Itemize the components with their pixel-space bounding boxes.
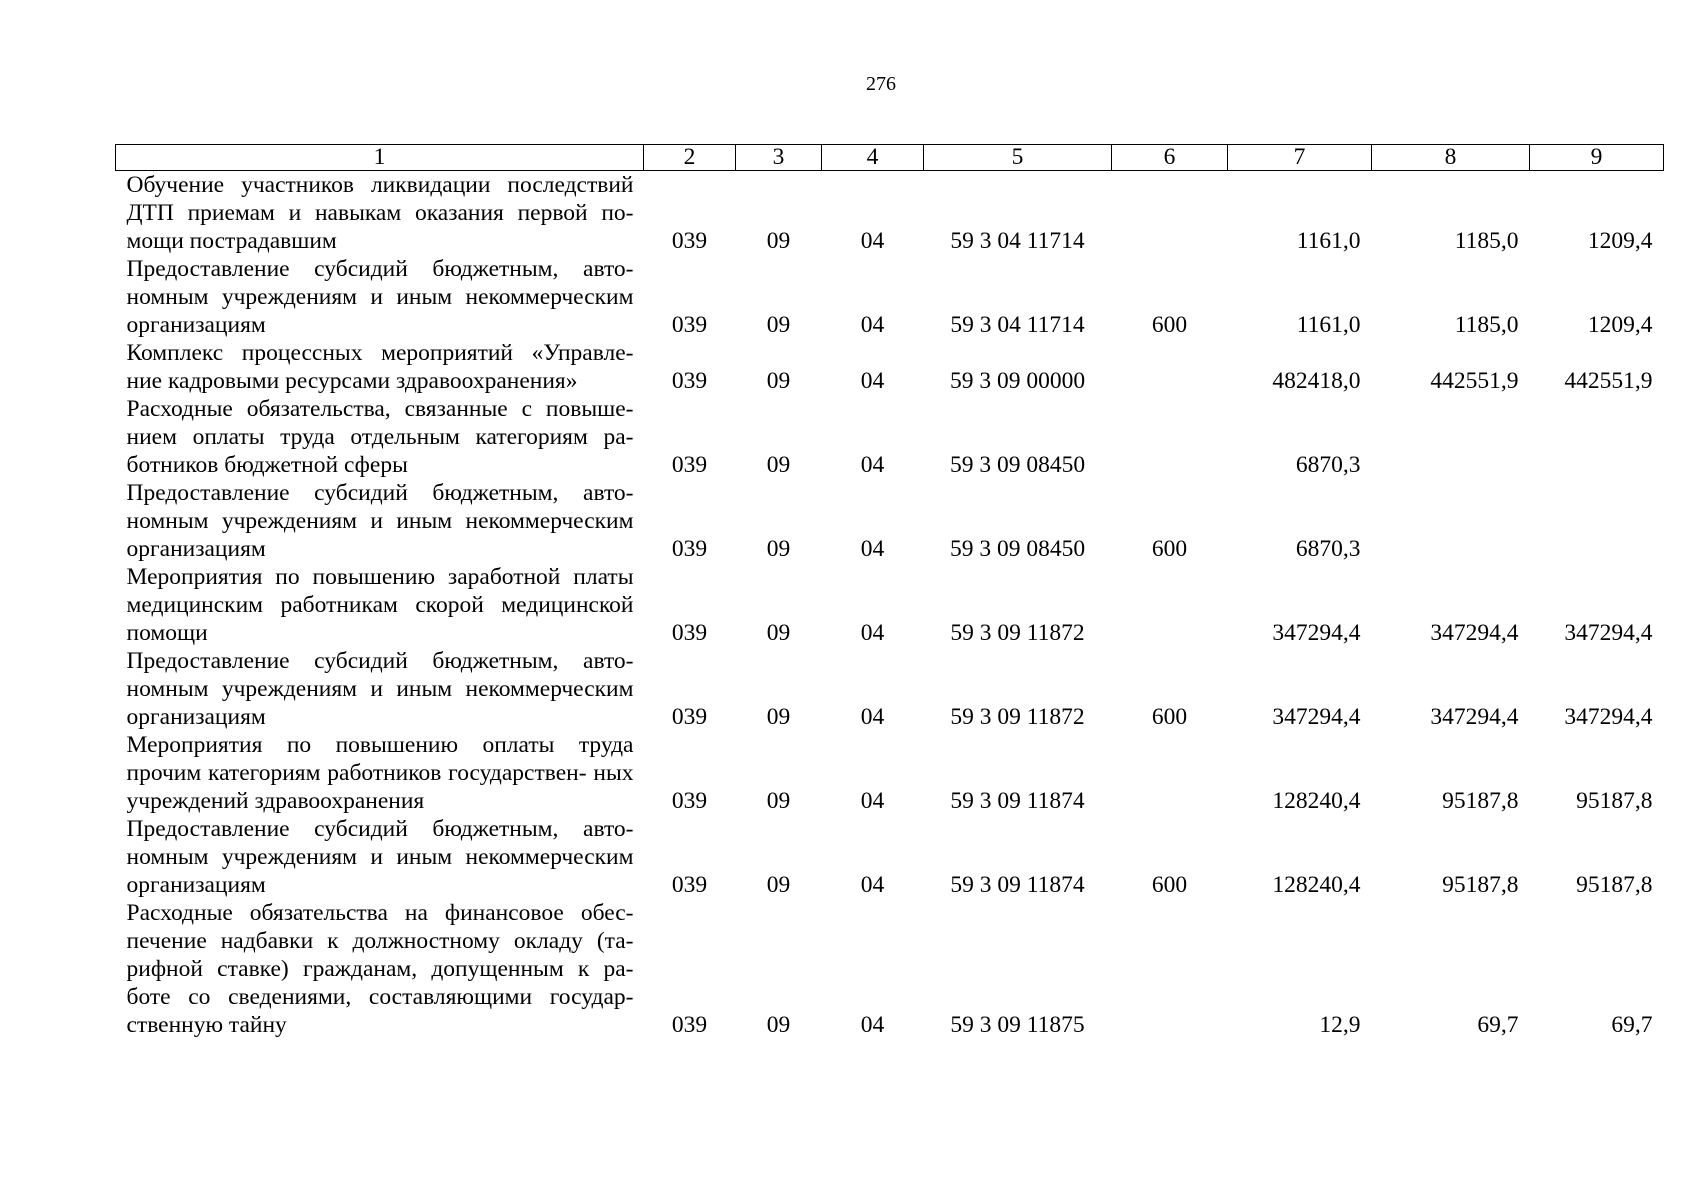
- row-code-subsection: 04: [860, 788, 885, 814]
- row-amount-col9: 1209,4: [1587, 228, 1653, 254]
- header-row: [116, 145, 1664, 171]
- row-code-target: 59 3 09 11875: [950, 1012, 1085, 1038]
- row-amount-col9: 347294,4: [1564, 620, 1653, 646]
- row-code-target: 59 3 09 08450: [949, 452, 1086, 478]
- row-code-section: 09: [766, 704, 791, 730]
- page-number: 276: [866, 73, 896, 95]
- row-code-section: 09: [766, 228, 791, 254]
- row-code-chapter: 039: [671, 536, 708, 562]
- row-code-target: 59 3 04 11714: [950, 228, 1085, 254]
- row-code-section: 09: [766, 312, 791, 338]
- row-description: Мероприятия по повышению оплаты труда прочим категориям работников государствен- ных учреждений здравоохранения: [126, 732, 634, 814]
- row-description: Мероприятия по повышению заработной платы медицинским работникам скорой медицинской помощи: [126, 564, 634, 646]
- column-header-1: 1: [116, 145, 644, 171]
- row-code-target: 59 3 09 08450: [949, 536, 1086, 562]
- row-amount-col9: 69,7: [1611, 1012, 1653, 1038]
- row-code-subsection: 04: [860, 1012, 885, 1038]
- table-row: [116, 815, 1664, 899]
- row-code-expense-type: 600: [1151, 704, 1188, 730]
- row-amount-col7: 6870,3: [1295, 452, 1361, 478]
- row-code-chapter: 039: [671, 452, 708, 478]
- row-code-chapter: 039: [671, 368, 708, 394]
- row-amount-col7: 1161,0: [1296, 228, 1361, 254]
- row-amount-col8: 442551,9: [1430, 368, 1519, 394]
- row-code-expense-type: [1112, 899, 1228, 1039]
- column-header-7: 7: [1228, 145, 1372, 171]
- row-amount-col8: 95187,8: [1442, 788, 1519, 814]
- row-code-section: 09: [766, 452, 791, 478]
- column-header-2: 2: [644, 145, 736, 171]
- row-amount-col7: 6870,3: [1295, 536, 1361, 562]
- row-amount-col8: 1185,0: [1454, 312, 1519, 338]
- table-row: [116, 339, 1664, 395]
- row-amount-col9: 95187,8: [1576, 788, 1653, 814]
- table-row: [116, 731, 1664, 815]
- row-amount-col9: 347294,4: [1564, 704, 1653, 730]
- row-code-chapter: 039: [671, 704, 708, 730]
- row-code-subsection: 04: [860, 228, 885, 254]
- row-amount-col9: 1209,4: [1587, 312, 1653, 338]
- row-code-target: 59 3 09 11872: [950, 704, 1085, 730]
- row-amount-col8: [1372, 479, 1530, 563]
- column-header-9: 9: [1530, 145, 1664, 171]
- row-code-subsection: 04: [860, 452, 885, 478]
- row-amount-col7: 347294,4: [1272, 620, 1361, 646]
- table-row: [116, 479, 1664, 563]
- column-header-3: 3: [736, 145, 822, 171]
- row-code-section: 09: [766, 620, 791, 646]
- row-code-expense-type: 600: [1151, 872, 1188, 898]
- table-row: [116, 171, 1664, 256]
- row-code-target: 59 3 04 11714: [950, 312, 1085, 338]
- row-code-chapter: 039: [671, 312, 708, 338]
- row-amount-col7: 1161,0: [1296, 312, 1361, 338]
- row-amount-col7: 128240,4: [1272, 788, 1361, 814]
- row-code-expense-type: [1112, 171, 1228, 256]
- row-code-target: 59 3 09 11874: [950, 872, 1085, 898]
- column-header-5: 5: [924, 145, 1112, 171]
- row-code-chapter: 039: [671, 620, 708, 646]
- row-amount-col7: 128240,4: [1272, 872, 1361, 898]
- row-code-expense-type: [1112, 395, 1228, 479]
- row-description: Расходные обязательства, связанные с повыше- нием оплаты труда отдельным категориям ра- ботников бюджетной сферы: [126, 396, 634, 478]
- table-row: [116, 395, 1664, 479]
- row-code-section: 09: [766, 872, 791, 898]
- budget-table: [115, 144, 1664, 1039]
- row-amount-col7: 482418,0: [1272, 368, 1361, 394]
- row-code-subsection: 04: [860, 312, 885, 338]
- column-header-6: 6: [1112, 145, 1228, 171]
- row-code-expense-type: [1112, 731, 1228, 815]
- row-code-section: 09: [766, 1012, 791, 1038]
- table-row: [116, 647, 1664, 731]
- column-header-4: 4: [822, 145, 924, 171]
- row-amount-col7: 12,9: [1319, 1012, 1361, 1038]
- row-code-subsection: 04: [860, 620, 885, 646]
- row-code-expense-type: 600: [1151, 536, 1188, 562]
- row-amount-col8: 347294,4: [1430, 620, 1519, 646]
- row-amount-col8: [1372, 395, 1530, 479]
- table-body: [116, 171, 1664, 1040]
- table-row: [116, 563, 1664, 647]
- row-description: Обучение участников ликвидации последствий ДТП приемам и навыкам оказания первой по- мощи пострадавшим: [126, 172, 634, 254]
- column-header-8: 8: [1372, 145, 1530, 171]
- row-amount-col7: 347294,4: [1272, 704, 1361, 730]
- row-amount-col8: 1185,0: [1454, 228, 1519, 254]
- row-code-chapter: 039: [671, 788, 708, 814]
- row-description: Предоставление субсидий бюджетным, авто- номным учреждениям и иным некоммерческим организациям: [126, 256, 634, 338]
- row-amount-col8: 69,7: [1477, 1012, 1519, 1038]
- row-code-subsection: 04: [860, 872, 885, 898]
- row-code-expense-type: [1112, 563, 1228, 647]
- row-code-target: 59 3 09 00000: [949, 368, 1086, 394]
- row-description: Комплекс процессных мероприятий «Управле- ние кадровыми ресурсами здравоохранения»: [126, 340, 634, 394]
- row-amount-col9: 442551,9: [1564, 368, 1653, 394]
- row-code-subsection: 04: [860, 536, 885, 562]
- row-code-target: 59 3 09 11874: [950, 788, 1085, 814]
- row-code-section: 09: [766, 368, 791, 394]
- table-row: [116, 255, 1664, 339]
- row-code-expense-type: 600: [1151, 312, 1188, 338]
- table-row: [116, 899, 1664, 1039]
- row-code-subsection: 04: [860, 368, 885, 394]
- row-amount-col8: 347294,4: [1430, 704, 1519, 730]
- row-description: Предоставление субсидий бюджетным, авто- номным учреждениям и иным некоммерческим организациям: [126, 480, 634, 562]
- row-description: Расходные обязательства на финансовое обес- печение надбавки к должностному окладу (та- рифной ставке) гражданам, допущенным к ра- боте со сведениями, составляющими государ- ственную тайну: [126, 900, 634, 1038]
- row-code-chapter: 039: [671, 1012, 708, 1038]
- row-code-chapter: 039: [671, 228, 708, 254]
- row-description: Предоставление субсидий бюджетным, авто- номным учреждениям и иным некоммерческим организациям: [126, 816, 634, 898]
- row-amount-col8: 95187,8: [1442, 872, 1519, 898]
- row-code-section: 09: [766, 788, 791, 814]
- row-amount-col9: [1530, 395, 1664, 479]
- row-amount-col9: [1530, 479, 1664, 563]
- row-description: Предоставление субсидий бюджетным, авто- номным учреждениям и иным некоммерческим организациям: [126, 648, 634, 730]
- row-code-section: 09: [766, 536, 791, 562]
- row-code-subsection: 04: [860, 704, 885, 730]
- row-code-chapter: 039: [671, 872, 708, 898]
- row-amount-col9: 95187,8: [1576, 872, 1653, 898]
- row-code-target: 59 3 09 11872: [950, 620, 1085, 646]
- row-code-expense-type: [1112, 339, 1228, 395]
